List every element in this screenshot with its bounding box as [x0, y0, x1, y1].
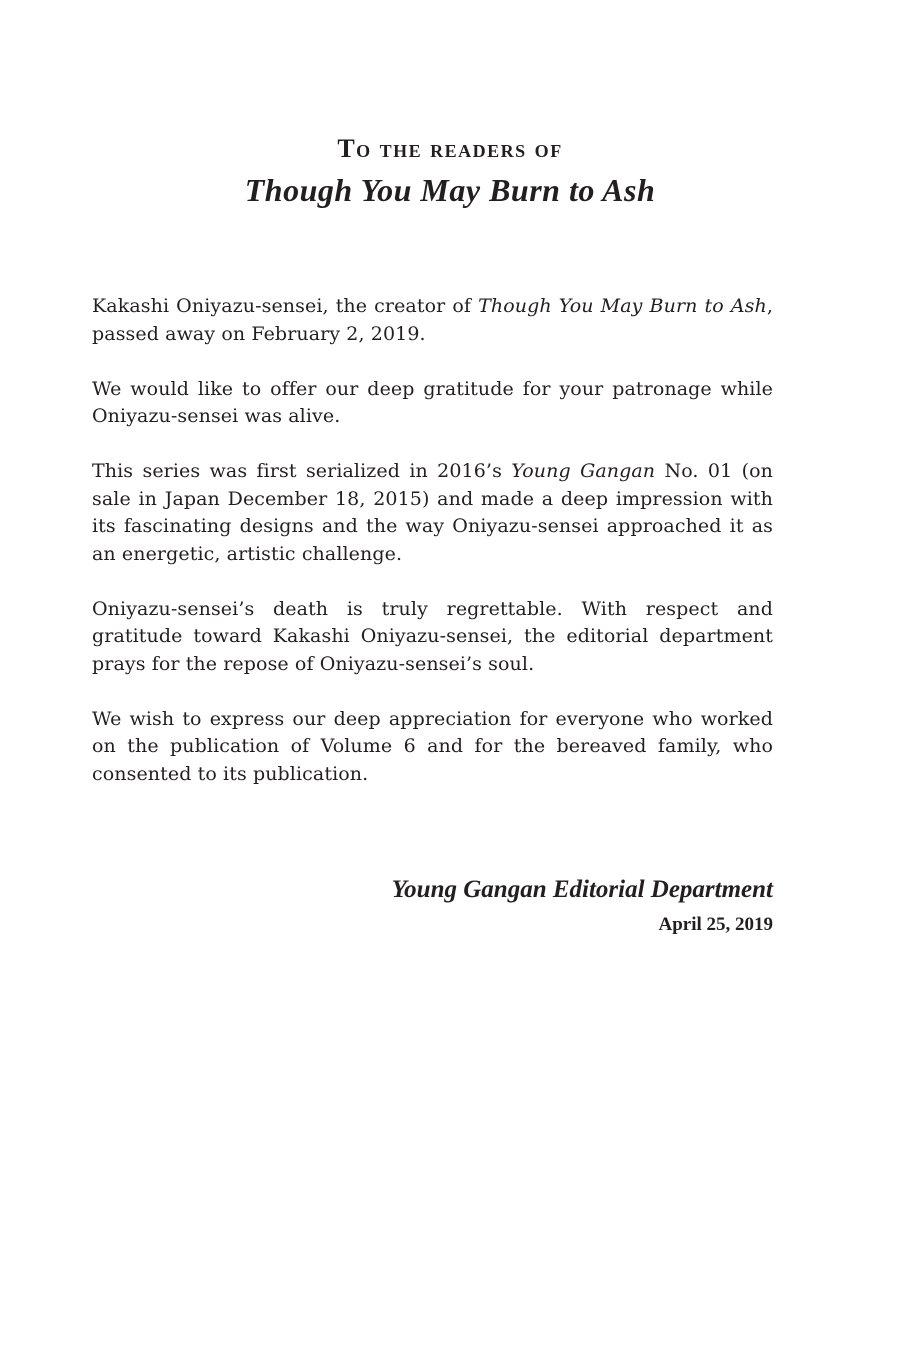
message-body [92, 293, 773, 816]
heading-series-title: Though You May Burn to Ash [244, 172, 656, 208]
signature-department: Young Gangan Editorial Department [391, 876, 773, 903]
paragraph-serialization-text-b: No. 01 (on sale in Japan December 18, 2015) and made a deep impression with its fascinating designs and the way Oniyazu-sensei approached it as an energetic, artistic challenge. [92, 460, 773, 565]
paragraph-serialization [92, 458, 773, 568]
heading-dedication: To the readers of [337, 134, 563, 163]
paragraph-condolence: Oniyazu-sensei’s death is truly regrettable. With respect and gratitude toward Kakashi Oniyazu-sensei, the editorial department prays for the repose of Oniyazu-sensei’s soul. [92, 597, 773, 675]
paragraph-serialization-text-a: This series was first serialized in 2016’s [92, 460, 512, 482]
paragraph-gratitude: We would like to offer our deep gratitude for your patronage while Oniyazu-sensei was alive. [92, 377, 773, 427]
series-title-inline: Though You May Burn to Ash [478, 295, 767, 317]
paragraph-passing-text-a: Kakashi Oniyazu-sensei, the creator of [92, 295, 479, 317]
paragraph-passing-text-b: , passed away on February 2, 2019. [92, 295, 773, 345]
paragraph-passing [92, 293, 773, 348]
paragraph-appreciation: We wish to express our deep appreciation for everyone who worked on the publication of Volume 6 and for the bereaved family, who consented to its publication. [92, 707, 773, 785]
magazine-title-inline: Young Gangan [511, 460, 656, 482]
signature-date: April 25, 2019 [658, 914, 773, 935]
